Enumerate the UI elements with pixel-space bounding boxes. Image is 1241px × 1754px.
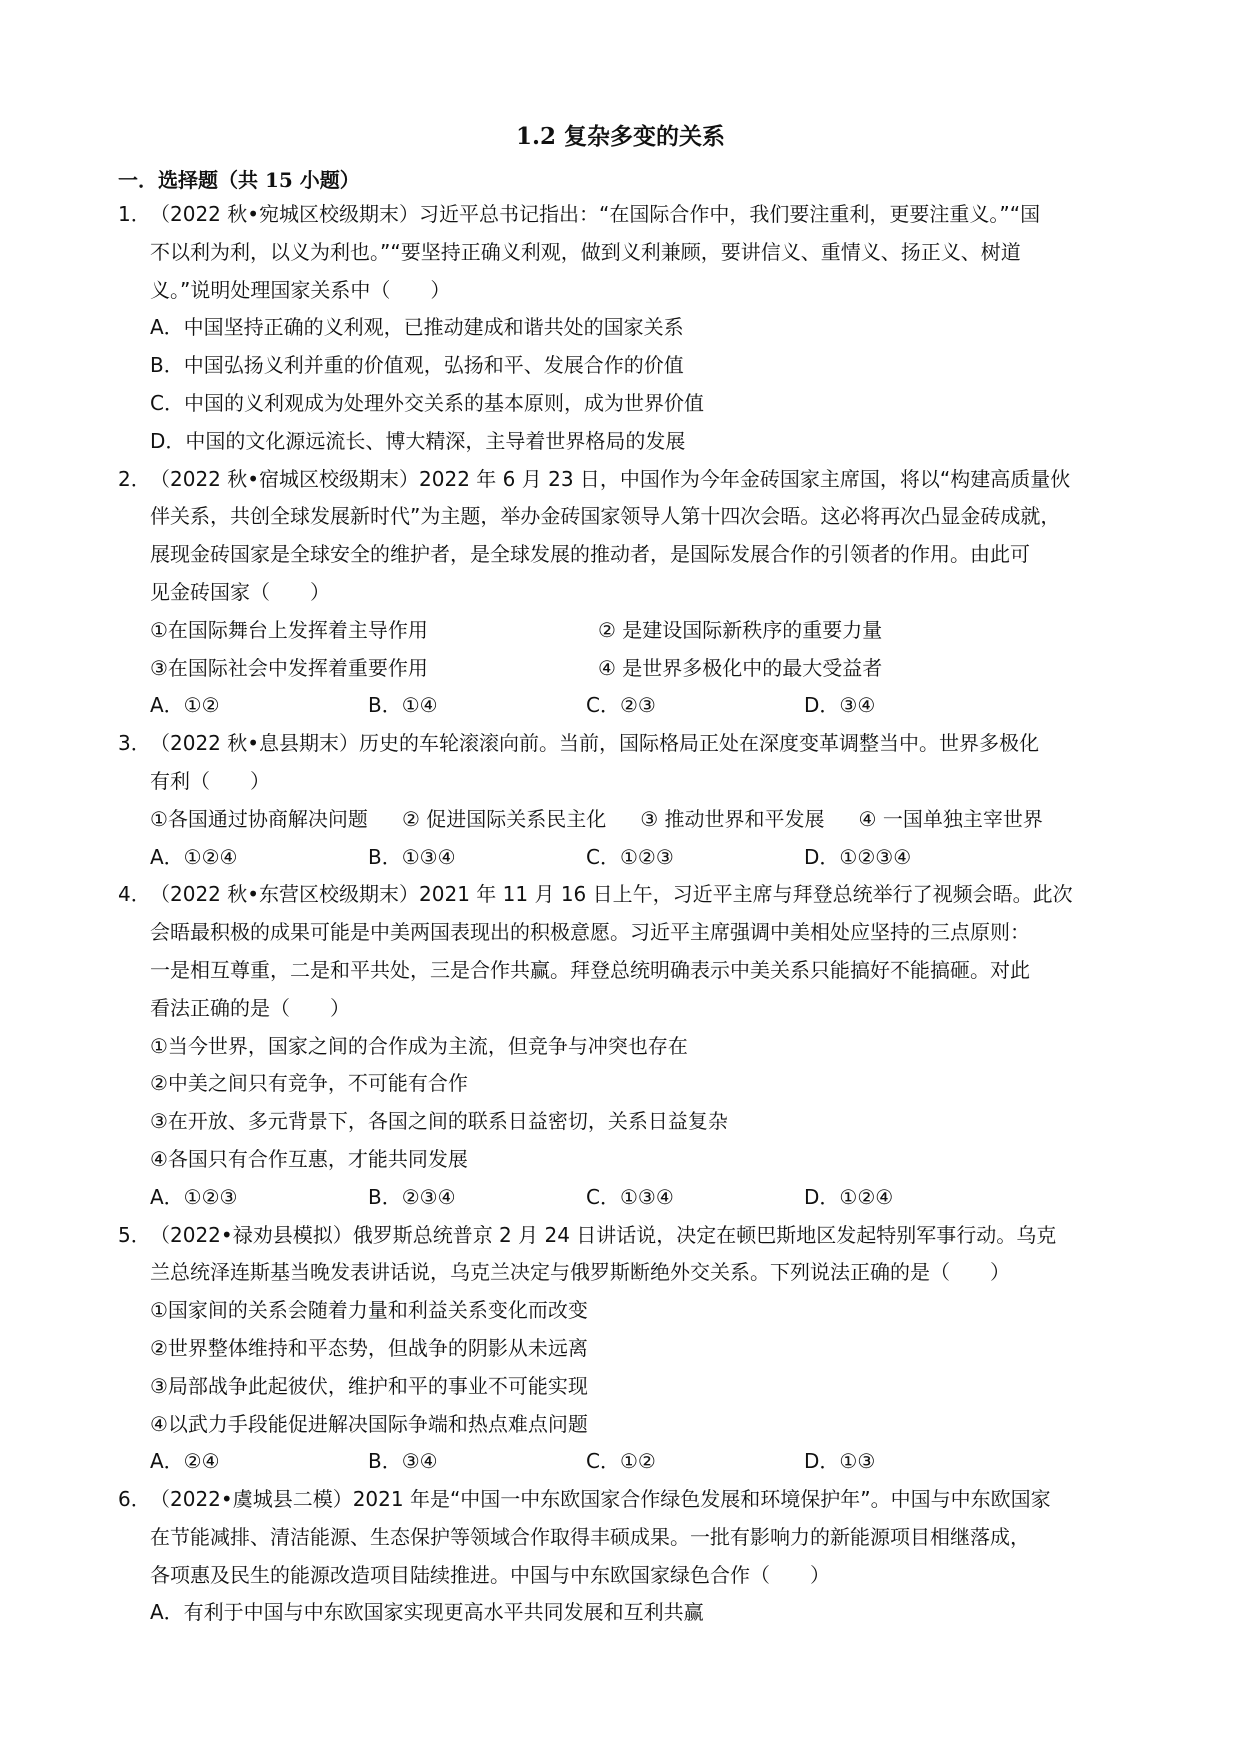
question-list (118, 196, 1128, 1632)
question-2 (118, 461, 1128, 726)
question-stem-line: 会晤最积极的成果可能是中美两国表现出的积极意愿。习近平主席强调中美相处应坚持的三点原则： (150, 920, 1030, 945)
option-c[interactable]: C．中国的义利观成为处理外交关系的基本原则，成为世界价值 (150, 390, 704, 415)
page-title: 1.2 复杂多变的关系 (515, 123, 726, 150)
statement-row (118, 612, 1128, 650)
question-number: 6． (118, 1487, 151, 1512)
question-stem-line: 2．（2022 秋•宿城区校级期末）2022 年 6 月 23 日，中国作为今年金砖国家主席国，将以“构建高质量伙 (118, 461, 1128, 499)
question-3 (118, 725, 1128, 876)
question-stem-line: 伴关系，共创全球发展新时代”为主题，举办金砖国家领导人第十四次会晤。这必将再次凸显金砖成就， (150, 504, 1061, 529)
option-c[interactable]: C．①③④ (586, 1184, 674, 1209)
question-stem-line: 一是相互尊重，二是和平共处，三是合作共赢。拜登总统明确表示中美关系只能搞好不能搞砸。对此 (150, 957, 1030, 982)
question-stem-line: 义。”说明处理国家关系中（ ） (150, 277, 451, 302)
option-c[interactable]: C．①②③ (586, 844, 674, 869)
question-stem-line: 看法正确的是（ ） (150, 995, 350, 1020)
question-6 (118, 1481, 1128, 1632)
question-stem-line: 6．（2022•虞城县二模）2021 年是“中国一中东欧国家合作绿色发展和环境保护年”。中国与中东欧国家 (118, 1481, 1128, 1519)
question-stem-line: 4．（2022 秋•东营区校级期末）2021 年 11 月 16 日上午，习近平主席与拜登总统举行了视频会晤。此次 (118, 876, 1128, 914)
question-number: 5． (118, 1222, 151, 1247)
statement-2: ②世界整体维持和平态势，但战争的阴影从未远离 (150, 1335, 588, 1360)
statement-row (118, 650, 1128, 688)
question-5 (118, 1217, 1128, 1482)
option-b[interactable]: B．①③④ (368, 844, 456, 869)
question-stem-line: 有利（ ） (150, 768, 270, 793)
option-d[interactable]: D．③④ (804, 693, 876, 718)
option-d[interactable]: D．①②④ (804, 1184, 894, 1209)
question-stem-line: 见金砖国家（ ） (150, 579, 330, 604)
option-row (118, 1443, 1128, 1481)
question-4 (118, 876, 1128, 1216)
option-c[interactable]: C．②③ (586, 693, 656, 718)
statement-4: ④ 一国单独主宰世界 (858, 806, 1043, 831)
question-stem-line: 兰总统泽连斯基当晚发表讲话说，乌克兰决定与俄罗斯断绝外交关系。下列说法正确的是（ ） (150, 1260, 1010, 1285)
option-a[interactable]: A．①②④ (150, 844, 238, 869)
question-stem-line: 1．（2022 秋•宛城区校级期末）习近平总书记指出：“在国际合作中，我们要注重利，更要注重义。”“国 (118, 196, 1128, 234)
option-a[interactable]: A．①②③ (150, 1184, 238, 1209)
statement-4: ④ 是世界多极化中的最大受益者 (598, 655, 883, 680)
option-a[interactable]: A．中国坚持正确的义利观，已推动建成和谐共处的国家关系 (150, 315, 684, 340)
question-number: 2． (118, 466, 151, 491)
statement-4: ④各国只有合作互惠，才能共同发展 (150, 1146, 468, 1171)
question-stem-line: 在节能减排、清洁能源、生态保护等领域合作取得丰硕成果。一批有影响力的新能源项目相继落成， (150, 1524, 1030, 1549)
statement-1: ①当今世界，国家之间的合作成为主流，但竞争与冲突也存在 (150, 1033, 688, 1058)
option-row (118, 839, 1128, 877)
option-b[interactable]: B．②③④ (368, 1184, 456, 1209)
option-d[interactable]: D．①②③④ (804, 844, 912, 869)
option-c[interactable]: C．①② (586, 1449, 656, 1474)
statement-3: ③在开放、多元背景下，各国之间的联系日益密切，关系日益复杂 (150, 1109, 728, 1134)
statement-1: ①在国际舞台上发挥着主导作用 (150, 617, 428, 642)
option-a[interactable]: A．有利于中国与中东欧国家实现更高水平共同发展和互利共赢 (150, 1600, 704, 1625)
question-stem-line: 各项惠及民生的能源改造项目陆续推进。中国与中东欧国家绿色合作（ ） (150, 1562, 830, 1587)
statement-row (118, 801, 1128, 839)
option-d[interactable]: D．中国的文化源远流长、博大精深，主导着世界格局的发展 (150, 428, 686, 453)
option-d[interactable]: D．①③ (804, 1449, 876, 1474)
question-number: 1． (118, 202, 151, 226)
question-1 (118, 196, 1128, 461)
statement-3: ③在国际社会中发挥着重要作用 (150, 655, 428, 680)
statement-2: ②中美之间只有竞争，不可能有合作 (150, 1071, 468, 1096)
statement-3: ③局部战争此起彼伏，维护和平的事业不可能实现 (150, 1373, 588, 1398)
option-a[interactable]: A．②④ (150, 1449, 220, 1474)
statement-1: ①各国通过协商解决问题 (150, 806, 368, 831)
statement-2: ② 是建设国际新秩序的重要力量 (598, 617, 883, 642)
option-b[interactable]: B．中国弘扬义利并重的价值观，弘扬和平、发展合作的价值 (150, 353, 684, 378)
statement-3: ③ 推动世界和平发展 (640, 806, 825, 831)
question-number: 4． (118, 882, 151, 907)
statement-2: ② 促进国际关系民主化 (401, 806, 607, 831)
option-b[interactable]: B．③④ (368, 1449, 438, 1474)
question-number: 3． (118, 731, 151, 756)
question-stem-line: 不以利为利，以义为利也。”“要坚持正确义利观，做到义利兼顾，要讲信义、重情义、扬正义、树道 (150, 239, 1021, 264)
option-a[interactable]: A．①② (150, 693, 220, 718)
option-row (118, 1179, 1128, 1217)
statement-1: ①国家间的关系会随着力量和利益关系变化而改变 (150, 1298, 588, 1323)
option-row (118, 687, 1128, 725)
statement-4: ④以武力手段能促进解决国际争端和热点难点问题 (150, 1411, 588, 1436)
section-heading: 一．选择题（共 15 小题） (118, 168, 360, 192)
question-stem-line: 展现金砖国家是全球安全的维护者，是全球发展的推动者，是国际发展合作的引领者的作用。由此可 (150, 542, 1030, 567)
question-stem-line: 5．（2022•禄劝县模拟）俄罗斯总统普京 2 月 24 日讲话说，决定在顿巴斯地区发起特别军事行动。乌克 (118, 1217, 1128, 1255)
question-stem-line: 3．（2022 秋•息县期末）历史的车轮滚滚向前。当前，国际格局正处在深度变革调整当中。世界多极化 (118, 725, 1128, 763)
option-b[interactable]: B．①④ (368, 693, 438, 718)
